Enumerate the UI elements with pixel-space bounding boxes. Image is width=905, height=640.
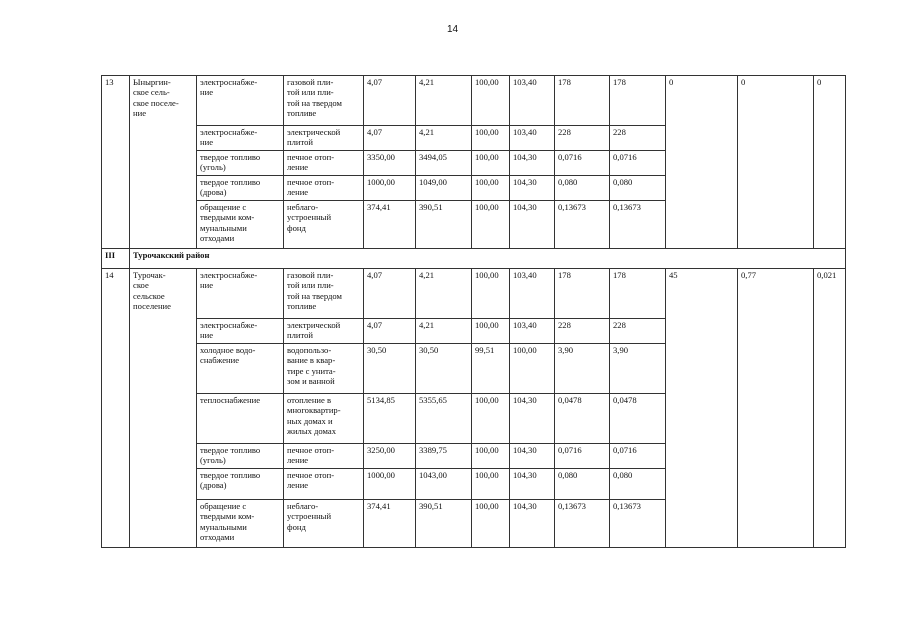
tariff-2: 4,21 bbox=[416, 126, 472, 151]
tariff-2: 30,50 bbox=[416, 344, 472, 394]
row-number: 13 bbox=[102, 76, 130, 249]
service-description: водопользо- вание в квар- тире с унита- зом и ванной bbox=[284, 344, 364, 394]
service-type: твердое топливо (уголь) bbox=[197, 151, 284, 176]
row-number: 14 bbox=[102, 269, 130, 548]
index-2: 100,00 bbox=[510, 344, 555, 394]
tariff-2: 1049,00 bbox=[416, 176, 472, 201]
index-2: 103,40 bbox=[510, 319, 555, 344]
service-description: газовой пли- той или пли- той на твердом топливе bbox=[284, 76, 364, 126]
index-2: 104,30 bbox=[510, 394, 555, 444]
service-type: электроснабже- ние bbox=[197, 319, 284, 344]
service-description: электрической плитой bbox=[284, 319, 364, 344]
index-1: 100,00 bbox=[472, 394, 510, 444]
norm-2: 0,080 bbox=[610, 469, 666, 500]
service-type: холодное водо- снабжение bbox=[197, 344, 284, 394]
group-row bbox=[102, 249, 846, 269]
norm-1: 178 bbox=[555, 269, 610, 319]
norm-1: 228 bbox=[555, 126, 610, 151]
index-2: 104,30 bbox=[510, 469, 555, 500]
tariff-table bbox=[101, 75, 846, 548]
service-type: электроснабже- ние bbox=[197, 76, 284, 126]
tariff-2: 3494,05 bbox=[416, 151, 472, 176]
tariff-1: 374,41 bbox=[364, 201, 416, 249]
index-2: 103,40 bbox=[510, 126, 555, 151]
service-description: печное отоп- ление bbox=[284, 469, 364, 500]
norm-1: 0,0716 bbox=[555, 151, 610, 176]
service-description: печное отоп- ление bbox=[284, 176, 364, 201]
table-row bbox=[102, 76, 846, 126]
value-3: 0 bbox=[814, 76, 846, 249]
index-1: 100,00 bbox=[472, 500, 510, 548]
tariff-2: 4,21 bbox=[416, 269, 472, 319]
page-number: 14 bbox=[446, 24, 459, 35]
value-2: 0 bbox=[738, 76, 814, 249]
index-1: 100,00 bbox=[472, 76, 510, 126]
tariff-2: 4,21 bbox=[416, 76, 472, 126]
service-type: теплоснабжение bbox=[197, 394, 284, 444]
index-1: 100,00 bbox=[472, 176, 510, 201]
norm-2: 228 bbox=[610, 319, 666, 344]
norm-2: 0,0716 bbox=[610, 151, 666, 176]
tariff-1: 3350,00 bbox=[364, 151, 416, 176]
tariff-1: 1000,00 bbox=[364, 469, 416, 500]
service-type: электроснабже- ние bbox=[197, 126, 284, 151]
tariff-1: 1000,00 bbox=[364, 176, 416, 201]
index-1: 100,00 bbox=[472, 151, 510, 176]
index-1: 100,00 bbox=[472, 126, 510, 151]
index-2: 104,30 bbox=[510, 176, 555, 201]
norm-2: 0,0478 bbox=[610, 394, 666, 444]
index-1: 100,00 bbox=[472, 201, 510, 249]
tariff-1: 5134,85 bbox=[364, 394, 416, 444]
index-1: 100,00 bbox=[472, 319, 510, 344]
index-1: 100,00 bbox=[472, 469, 510, 500]
index-2: 104,30 bbox=[510, 201, 555, 249]
service-type: твердое топливо (уголь) bbox=[197, 444, 284, 469]
index-1: 100,00 bbox=[472, 269, 510, 319]
service-description: отопление в многоквартир- ных домах и жилых домах bbox=[284, 394, 364, 444]
tariff-1: 4,07 bbox=[364, 269, 416, 319]
index-2: 103,40 bbox=[510, 269, 555, 319]
value-2: 0,77 bbox=[738, 269, 814, 548]
service-type: твердое топливо (дрова) bbox=[197, 469, 284, 500]
service-type: электроснабже- ние bbox=[197, 269, 284, 319]
norm-1: 228 bbox=[555, 319, 610, 344]
tariff-2: 5355,65 bbox=[416, 394, 472, 444]
tariff-1: 30,50 bbox=[364, 344, 416, 394]
tariff-2: 1043,00 bbox=[416, 469, 472, 500]
tariff-2: 4,21 bbox=[416, 319, 472, 344]
group-number: III bbox=[102, 249, 130, 269]
index-1: 100,00 bbox=[472, 444, 510, 469]
tariff-1: 4,07 bbox=[364, 76, 416, 126]
norm-2: 0,0716 bbox=[610, 444, 666, 469]
tariff-2: 390,51 bbox=[416, 201, 472, 249]
service-description: неблаго- устроенный фонд bbox=[284, 201, 364, 249]
service-description: неблаго- устроенный фонд bbox=[284, 500, 364, 548]
norm-1: 0,13673 bbox=[555, 201, 610, 249]
tariff-1: 4,07 bbox=[364, 126, 416, 151]
service-type: обращение с твердыми ком- мунальными отходами bbox=[197, 201, 284, 249]
tariff-2: 3389,75 bbox=[416, 444, 472, 469]
service-description: газовой пли- той или пли- той на твердом топливе bbox=[284, 269, 364, 319]
settlement-name: Ыныргин- ское сель- ское поселе- ние bbox=[130, 76, 197, 249]
service-description: электрической плитой bbox=[284, 126, 364, 151]
settlement-name: Турочак- ское сельское поселение bbox=[130, 269, 197, 548]
norm-1: 0,0478 bbox=[555, 394, 610, 444]
norm-1: 0,13673 bbox=[555, 500, 610, 548]
norm-2: 178 bbox=[610, 76, 666, 126]
service-description: печное отоп- ление bbox=[284, 151, 364, 176]
value-1: 0 bbox=[666, 76, 738, 249]
value-3: 0,021 bbox=[814, 269, 846, 548]
table-row bbox=[102, 269, 846, 319]
tariff-1: 3250,00 bbox=[364, 444, 416, 469]
norm-2: 228 bbox=[610, 126, 666, 151]
norm-1: 0,080 bbox=[555, 469, 610, 500]
table-body bbox=[102, 76, 846, 548]
norm-2: 0,080 bbox=[610, 176, 666, 201]
index-2: 104,30 bbox=[510, 151, 555, 176]
norm-2: 0,13673 bbox=[610, 500, 666, 548]
index-2: 104,30 bbox=[510, 444, 555, 469]
service-type: обращение с твердыми ком- мунальными отходами bbox=[197, 500, 284, 548]
group-title: Турочакский район bbox=[130, 249, 846, 269]
norm-1: 178 bbox=[555, 76, 610, 126]
index-2: 103,40 bbox=[510, 76, 555, 126]
value-1: 45 bbox=[666, 269, 738, 548]
norm-1: 0,0716 bbox=[555, 444, 610, 469]
norm-1: 3,90 bbox=[555, 344, 610, 394]
tariff-1: 374,41 bbox=[364, 500, 416, 548]
norm-2: 178 bbox=[610, 269, 666, 319]
tariff-1: 4,07 bbox=[364, 319, 416, 344]
service-description: печное отоп- ление bbox=[284, 444, 364, 469]
tariff-2: 390,51 bbox=[416, 500, 472, 548]
norm-2: 0,13673 bbox=[610, 201, 666, 249]
index-1: 99,51 bbox=[472, 344, 510, 394]
service-type: твердое топливо (дрова) bbox=[197, 176, 284, 201]
index-2: 104,30 bbox=[510, 500, 555, 548]
norm-1: 0,080 bbox=[555, 176, 610, 201]
norm-2: 3,90 bbox=[610, 344, 666, 394]
